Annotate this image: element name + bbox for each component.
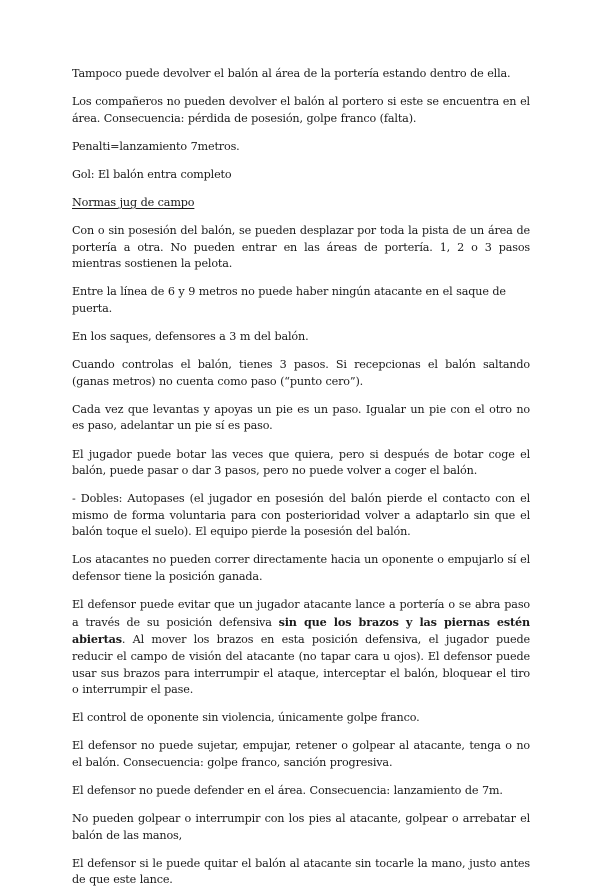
paragraph-dribbling: El jugador puede botar las veces que quiera, pero si después de botar coge el balón, puede pasar o dar 3 pasos, pero no puede volver a coger el balón. (72, 447, 530, 478)
paragraph-defender-fouls: El defensor no puede sujetar, empujar, retener o golpear al atacante, tenga o no el balón. Consecuencia: golpe franco, sanción progresiva. (72, 739, 530, 769)
paragraph-attackers-charging: Los atacantes no pueden correr directamente hacia un oponente o empujarlo sí el defensor tiene la posición ganada. (72, 553, 530, 584)
paragraph-feet-hitting: No pueden golpear o interrumpir con los pies al atacante, golpear o arrebatar el balón de las manos, (72, 812, 530, 842)
paragraph-teammates-return: Los compañeros no pueden devolver el balón al portero si este se encuentra en el área. Consecuencia: pérdida de posesión, golpe franco (falta). (72, 95, 530, 125)
defense-text-bold: sin que los brazos y las piernas estén abiertas (72, 614, 530, 647)
defense-text-before: El defensor puede evitar que un jugador atacante lance a portería o se abra paso a través de su posición defensiva (72, 598, 530, 629)
paragraph-three-steps: Cuando controlas el balón, tienes 3 pasos. Si recepcionas el balón saltando (ganas metros) no cuenta como paso (“punto cero”). (72, 358, 530, 388)
section-heading-field-rules: Normas jug de campo (72, 195, 195, 209)
paragraph-goalkeeper-return: Tampoco puede devolver el balón al área de la portería estando dentro de ella. (72, 67, 511, 80)
paragraph-step-definition: Cada vez que levantas y apoyas un pie es un paso. Igualar un pie con el otro no es paso, adelantar un pie sí es paso. (72, 402, 530, 433)
paragraph-defender-area: El defensor no puede defender en el área. Consecuencia: lanzamiento de 7m. (72, 784, 503, 797)
paragraph-goal-throw: Entre la línea de 6 y 9 metros no puede haber ningún atacante en el saque de puerta. (72, 285, 506, 315)
paragraph-defensive-position (72, 597, 530, 699)
paragraph-goal: Gol: El balón entra completo (72, 167, 232, 181)
paragraph-movement: Con o sin posesión del balón, se pueden desplazar por toda la pista de un área de portería a otra. No pueden entrar en las áreas de portería. 1, 2 o 3 pasos mientras sostienen la pelota. (72, 224, 530, 271)
paragraph-throw-distance: En los saques, defensores a 3 m del balón. (72, 330, 309, 344)
paragraph-steal-ball: El defensor si le puede quitar el balón al atacante sin tocarle la mano, justo antes de que este lance. (72, 856, 530, 887)
paragraph-double-dribble: - Dobles: Autopases (el jugador en posesión del balón pierde el contacto con el mismo de forma voluntaria para con posterioridad volver a adaptarlo sin que el balón toque el suelo). El equipo pierde la posesión del balón. (72, 492, 530, 539)
defense-text-after: . Al mover los brazos en esta posición defensiva, el jugador puede reducir el campo de visión del atacante (no tapar cara u ojos). El defensor puede usar sus brazos para interrumpir el ataque, interceptar el balón, bloquear el tiro o interrumpir el pase. (72, 633, 530, 697)
paragraph-opponent-control: El control de oponente sin violencia, únicamente golpe franco. (72, 711, 420, 725)
paragraph-penalty: Penalti=lanzamiento 7metros. (72, 139, 240, 153)
